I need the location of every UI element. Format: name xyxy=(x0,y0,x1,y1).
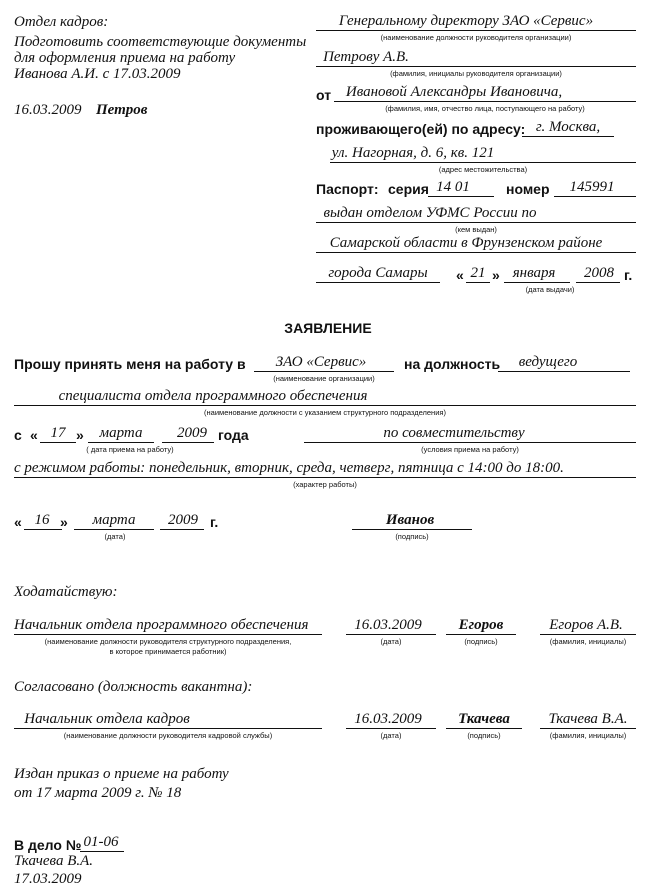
city-line xyxy=(522,136,614,137)
passport-label: Паспорт: xyxy=(316,181,379,197)
position-2: специалиста отдела программного обеспечения xyxy=(58,388,368,404)
issued-by-caption: (кем выдан) xyxy=(455,225,497,234)
resolution-line-4: Иванова А.И. с 17.03.2009 xyxy=(14,66,181,82)
series-value: 14 01 xyxy=(436,179,470,195)
start-month: марта xyxy=(99,425,143,441)
approval-date-line xyxy=(346,728,436,729)
sign-month-line xyxy=(74,529,154,530)
start-year-label: года xyxy=(218,427,249,443)
issue-day-line xyxy=(466,282,490,283)
approval-name: Ткачева В.А. xyxy=(548,711,628,727)
start-day: 17 xyxy=(50,425,66,441)
file-name: Ткачева В.А. xyxy=(14,853,94,869)
conditions-line xyxy=(304,442,636,443)
sign-date-caption: (дата) xyxy=(104,532,126,541)
issue-year: 2008 xyxy=(584,265,614,281)
petition-name: Егоров А.В. xyxy=(549,617,623,633)
issued-by-line-1 xyxy=(316,222,636,223)
issued-by-2: Самарской области в Фрунзенском районе xyxy=(329,235,603,251)
approval-name-caption: (фамилия, инициалы) xyxy=(549,731,627,740)
addressee-position-caption: (наименование должности руководителя организации) xyxy=(380,33,572,42)
start-year-line xyxy=(162,442,214,443)
addressee-position-line xyxy=(316,30,636,31)
addressee-name-caption: (фамилия, инициалы руководителя организации) xyxy=(390,69,562,78)
organization-caption: (наименование организации) xyxy=(273,374,375,383)
start-day-line xyxy=(40,442,76,443)
file-date: 17.03.2009 xyxy=(14,871,82,887)
street-line xyxy=(330,162,636,163)
petition-signature: Егоров xyxy=(458,617,504,633)
resolution-date: 16.03.2009 xyxy=(14,102,82,118)
position-caption: (наименование должности с указанием структурного подразделения) xyxy=(204,408,446,417)
issue-year-line xyxy=(576,282,620,283)
approval-date: 16.03.2009 xyxy=(354,711,422,727)
petition-signature-caption: (подпись) xyxy=(464,637,498,646)
file-number: 01-06 xyxy=(83,834,119,850)
issue-date-caption: (дата выдачи) xyxy=(525,285,575,294)
order-line-2: от 17 марта 2009 г. № 18 xyxy=(14,785,182,801)
sign-year-suffix: г. xyxy=(210,514,219,530)
series-line xyxy=(428,196,494,197)
from-name: Ивановой Александры Ивановича, xyxy=(345,84,563,100)
sign-day: 16 xyxy=(34,512,50,528)
file-label: В дело № xyxy=(14,837,82,853)
issue-day-open-quote: « xyxy=(456,267,464,283)
petition-position: Начальник отдела программного обеспечения xyxy=(14,617,309,633)
petition-signature-line xyxy=(446,634,516,635)
petition-position-caption-2: в которое принимается работник) xyxy=(109,647,227,656)
approval-date-caption: (дата) xyxy=(380,731,402,740)
residing-label: проживающего(ей) по адресу: xyxy=(316,121,526,137)
sign-year-line xyxy=(160,529,204,530)
issue-year-suffix: г. xyxy=(624,267,633,283)
approval-signature-caption: (подпись) xyxy=(467,731,501,740)
schedule-caption: (характер работы) xyxy=(293,480,357,489)
position-1: ведущего xyxy=(518,354,578,370)
addressee-name: Петрову А.В. xyxy=(323,49,409,65)
approval-label: Согласовано (должность вакантна): xyxy=(14,679,253,695)
petition-label: Ходатайствую: xyxy=(14,584,118,600)
sign-month: марта xyxy=(92,512,136,528)
petition-date-line xyxy=(346,634,436,635)
number-line xyxy=(554,196,636,197)
from-name-line xyxy=(334,101,636,102)
issued-by-line-3 xyxy=(316,282,440,283)
position-line-2 xyxy=(14,405,636,406)
resolution-signer: Петров xyxy=(96,102,148,118)
start-day-open-quote: « xyxy=(30,427,38,443)
signature-caption: (подпись) xyxy=(395,532,429,541)
sign-day-line xyxy=(24,529,62,530)
start-year: 2009 xyxy=(177,425,207,441)
from-name-caption: (фамилия, имя, отчество лица, поступающего на работу) xyxy=(385,104,585,113)
approval-signature-line xyxy=(446,728,522,729)
resolution-line-3: для оформления приема на работу xyxy=(14,50,236,66)
addressee-position: Генеральному директору ЗАО «Сервис» xyxy=(338,13,594,29)
schedule: с режимом работы: понедельник, вторник, среда, четверг, пятница с 14:00 до 18:00. xyxy=(14,460,564,476)
number-value: 145991 xyxy=(569,179,615,195)
start-date-caption: ( дата приема на работу) xyxy=(86,445,174,454)
approval-position: Начальник отдела кадров xyxy=(24,711,190,727)
start-from-label: с xyxy=(14,427,22,443)
petition-name-caption: (фамилия, инициалы) xyxy=(549,637,627,646)
issue-month-line xyxy=(504,282,570,283)
request-label: Прошу принять меня на работу в xyxy=(14,356,246,372)
position-label: на должность xyxy=(404,356,501,372)
issue-day-close-quote: » xyxy=(492,267,500,283)
petition-position-caption-1: (наименование должности руководителя структурного подразделения, xyxy=(44,637,292,646)
approval-name-line xyxy=(540,728,636,729)
file-number-line xyxy=(80,851,124,852)
organization: ЗАО «Сервис» xyxy=(275,354,367,370)
schedule-line xyxy=(14,477,636,478)
signature: Иванов xyxy=(385,512,435,528)
issued-by-line-2 xyxy=(316,252,636,253)
from-label: от xyxy=(316,87,332,103)
petition-date: 16.03.2009 xyxy=(354,617,422,633)
resolution-line-1: Отдел кадров: xyxy=(14,14,109,30)
organization-line xyxy=(254,371,394,372)
street: ул. Нагорная, д. 6, кв. 121 xyxy=(331,145,495,161)
order-line-1: Издан приказ о приеме на работу xyxy=(14,766,229,782)
number-label: номер xyxy=(506,181,550,197)
start-day-close-quote: » xyxy=(76,427,84,443)
signature-line xyxy=(352,529,472,530)
approval-signature: Ткачева xyxy=(458,711,510,727)
issued-by-1: выдан отделом УФМС России по xyxy=(323,205,537,221)
petition-date-caption: (дата) xyxy=(380,637,402,646)
petition-position-line xyxy=(14,634,322,635)
conditions: по совместительству xyxy=(383,425,525,441)
address-caption: (адрес местожительства) xyxy=(438,165,528,174)
resolution-line-2: Подготовить соответствующие документы xyxy=(14,34,307,50)
document-title: ЗАЯВЛЕНИЕ xyxy=(284,320,372,336)
approval-position-caption: (наименование должности руководителя кадровой службы) xyxy=(63,731,273,740)
sign-day-close-quote: » xyxy=(60,514,68,530)
sign-day-open-quote: « xyxy=(14,514,22,530)
city: г. Москва, xyxy=(535,119,601,135)
series-label: серия xyxy=(388,181,429,197)
issued-by-3: города Самары xyxy=(328,265,428,281)
petition-name-line xyxy=(540,634,636,635)
issue-day: 21 xyxy=(470,265,486,281)
conditions-caption: (условия приема на работу) xyxy=(421,445,519,454)
approval-position-line xyxy=(14,728,322,729)
position-line-1 xyxy=(498,371,630,372)
sign-year: 2009 xyxy=(168,512,198,528)
start-month-line xyxy=(88,442,154,443)
issue-month: января xyxy=(512,265,556,281)
addressee-name-line xyxy=(316,66,636,67)
